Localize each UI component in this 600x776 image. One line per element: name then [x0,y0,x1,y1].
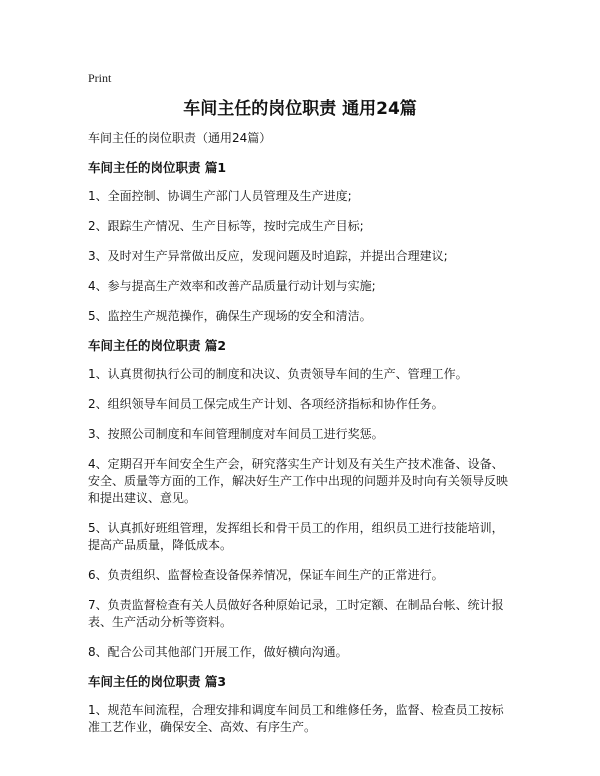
list-item: 2、跟踪生产情况、生产目标等，按时完成生产目标; [88,219,364,233]
list-item: 4、参与提高生产效率和改善产品质量行动计划与实施; [88,279,376,293]
list-item: 3、按照公司制度和车间管理制度对车间员工进行奖惩。 [88,427,384,441]
document-subtitle: 车间主任的岗位职责（通用24篇） [88,131,272,145]
list-item: 5、认真抓好班组管理，发挥组长和骨干员工的作用，组织员工进行技能培训，提高产品质量，降低成本。 [88,521,504,552]
section-heading: 车间主任的岗位职责 篇3 [88,674,227,689]
list-item: 6、负责组织、监督检查设备保养情况，保证车间生产的正常进行。 [88,568,444,582]
list-item: 1、规范车间流程，合理安排和调度车间员工和维修任务，监督、检查员工按标准工艺作业，确保安全、高效、有序生产。 [88,703,504,734]
section-heading: 车间主任的岗位职责 篇2 [88,338,227,353]
document-body [88,130,512,736]
document-title: 车间主任的岗位职责 通用24篇 [183,99,417,119]
list-item: 2、组织领导车间员工保完成生产计划、各项经济指标和协作任务。 [88,397,444,411]
section-heading: 车间主任的岗位职责 篇1 [88,160,227,175]
list-item: 7、负责监督检查有关人员做好各种原始记录，工时定额、在制品台帐、统计报表、生产活动分析等资料。 [88,598,504,629]
list-item: 1、认真贯彻执行公司的制度和决议、负责领导车间的生产、管理工作。 [88,367,468,381]
list-item: 1、全面控制、协调生产部门人员管理及生产进度; [88,189,352,203]
print-label[interactable]: Print [88,71,112,85]
list-item: 4、定期召开车间安全生产会，研究落实生产计划及有关生产技术准备、设备、安全、质量等方面的工作，解决好生产工作中出现的问题并及时向有关领导反映和提出建议、意见。 [88,457,509,505]
list-item: 8、配合公司其他部门开展工作，做好横向沟通。 [88,645,348,659]
list-item: 5、监控生产规范操作，确保生产现场的安全和清洁。 [88,309,372,323]
list-item: 3、及时对生产异常做出反应，发现问题及时追踪，并提出合理建议; [88,249,448,263]
